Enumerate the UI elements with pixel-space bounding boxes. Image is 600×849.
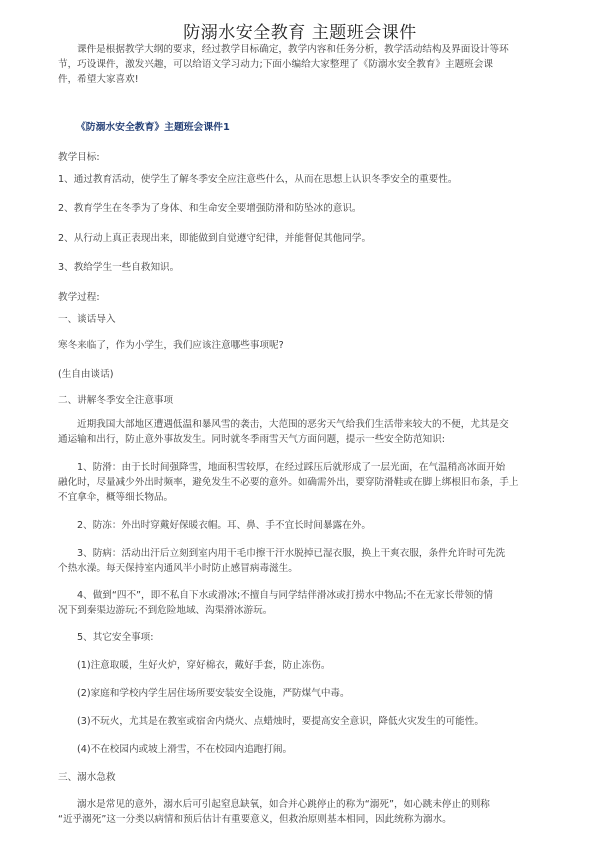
intro-line: 课件是根据教学大纲的要求，经过教学目标确定，教学内容和任务分析，教学活动结构及界面设计等环: [77, 44, 509, 55]
section-subtitle: 《防溺水安全教育》主题班会课件1: [76, 122, 230, 133]
paragraph: (生自由谈话): [58, 369, 114, 380]
intro-line: 件，希望大家喜欢!: [58, 74, 139, 85]
process-heading: 教学过程:: [58, 292, 100, 303]
paragraph-line: 溺水是常见的意外，溺水后可引起窒息缺氧，如合并心跳停止的称为“溺死”，如心跳未停止的则称: [77, 799, 490, 810]
paragraph-line: 不宜拿伞，概等细长物品。: [58, 492, 174, 503]
section-heading: 三、溺水急救: [58, 772, 116, 783]
section-heading: 一、谈话导入: [58, 314, 116, 325]
paragraph-line: 3、防病：活动出汗后立刻到室内用干毛巾擦干汗水脱掉已湿衣服，换上干爽衣服，条件允许时可先洗: [77, 548, 506, 559]
paragraph-line: 近期我国大部地区遭遇低温和暴风雪的袭击，大范围的恶劣天气给我们生活带来较大的不便，尤其是交: [77, 419, 509, 430]
safety-item: [58, 460, 552, 505]
paragraph-line: 况下到秦渠边游玩;不到危险地域、沟渠滑冰游玩。: [58, 605, 273, 616]
paragraph-line: 通运输和出行，防止意外事故发生。同时就冬季雨雪天气方面问题，提示一些安全防范知识:: [58, 434, 445, 445]
paragraph-line: 4、做到“四不”，即不私自下水或滑冰;不擅自与同学结伴滑冰或打捞水中物品;不在无家长带领的情: [77, 590, 493, 601]
page-title: 防溺水安全教育 主题班会课件: [183, 23, 417, 43]
sub-item: [58, 658, 552, 673]
intro-paragraph: [58, 42, 552, 87]
safety-item: [58, 588, 552, 618]
paragraph-line: 个热水澡。每天保持室内通风半小时防止感冒病毒滋生。: [58, 563, 298, 574]
paragraph-line: 2、防冻：外出时穿戴好保暖衣帽。耳、鼻、手不宜长时间暴露在外。: [77, 520, 371, 531]
paragraph-line: (2)家庭和学校内学生居住场所要安装安全设施，严防煤气中毒。: [77, 688, 350, 699]
goal-item: 2、从行动上真正表现出来，即能做到自觉遵守纪律，并能督促其他同学。: [58, 233, 372, 244]
goals-heading: 教学目标:: [58, 152, 100, 163]
paragraph-line: 1、防滑：由于长时间强降雪，地面积雪较厚，在经过踩压后就形成了一层光面，在气温稍高冰面开始: [77, 462, 506, 473]
paragraph-line: 融化时，尽量减少外出时频率，避免发生不必要的意外。如确需外出，要穿防滑鞋或在脚上绑根旧布条，手上: [58, 477, 519, 488]
goal-item: 3、教给学生一些自救知识。: [58, 262, 180, 273]
paragraph-line: “近乎溺死”这一分类以病情和预后估计有重要意义，但救治原则基本相同，因此统称为溺水。: [58, 814, 452, 825]
safety-item: [58, 630, 552, 645]
intro-line: 节，巧设课件，激发兴趣，可以给语文学习动力;下面小编给大家整理了《防溺水安全教育》主题班会课: [58, 59, 493, 70]
sub-item: [58, 686, 552, 701]
goal-item: 1、通过教育活动，使学生了解冬季安全应注意些什么，从而在思想上认识冬季安全的重要性。: [58, 174, 458, 185]
paragraph-line: (3)不玩火，尤其是在教室或宿舍内烧火、点蜡烛时，要提高安全意识，降低火灾发生的可能性。: [77, 716, 484, 727]
paragraph: [58, 417, 552, 447]
sub-item: [58, 742, 552, 757]
paragraph-line: (4)不在校园内或坡上滑雪，不在校园内追跑打闹。: [77, 744, 293, 755]
paragraph-line: 5、其它安全事项:: [77, 632, 154, 643]
goal-item: 2、教育学生在冬季为了身体、和生命安全要增强防滑和防坠冰的意识。: [58, 203, 362, 214]
sub-item: [58, 714, 552, 729]
paragraph-line: (1)注意取暖，生好火炉，穿好棉衣，戴好手套，防止冻伤。: [77, 660, 331, 671]
safety-item: [58, 518, 552, 533]
paragraph: [58, 797, 552, 827]
paragraph: 寒冬来临了，作为小学生，我们应该注意哪些事项呢?: [58, 340, 284, 351]
safety-item: [58, 546, 552, 576]
section-heading: 二、讲解冬季安全注意事项: [58, 395, 174, 406]
